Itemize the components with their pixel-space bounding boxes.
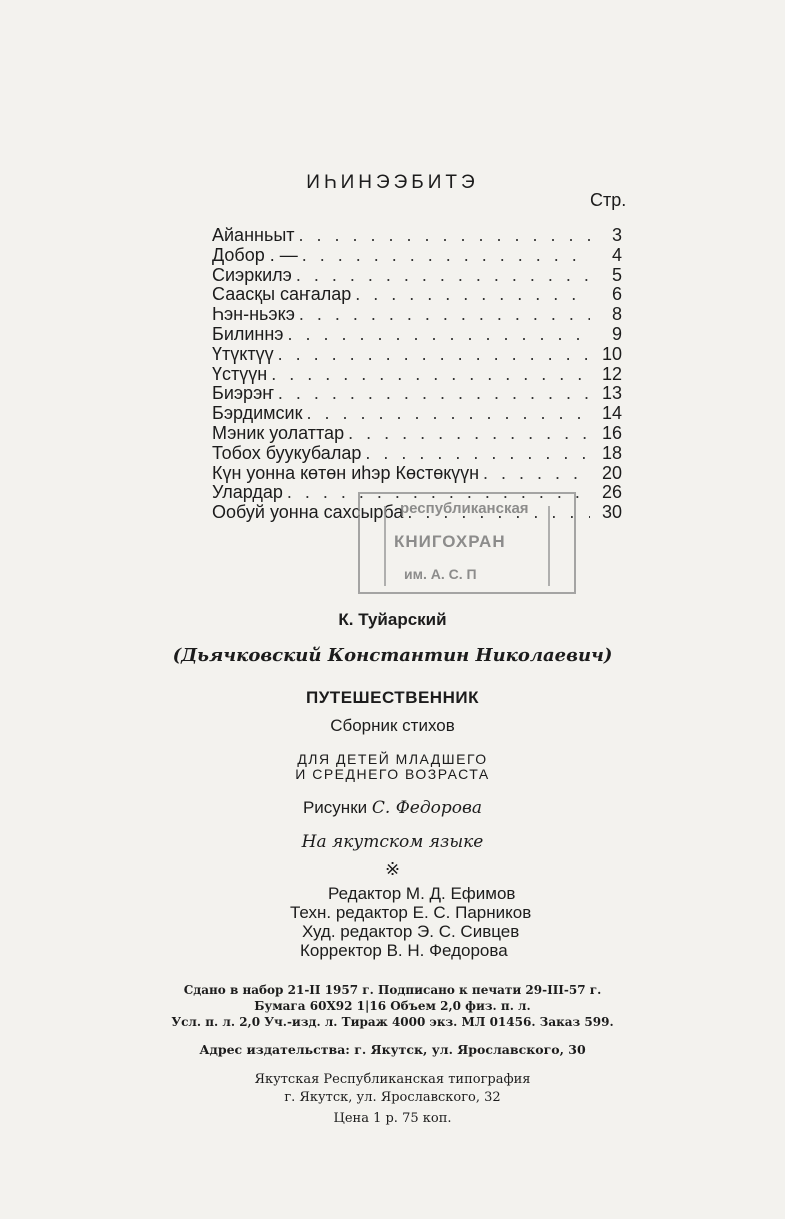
toc-entry-page: 8	[611, 304, 622, 325]
stamp-bottom-text: им. А. С. П	[404, 566, 477, 582]
toc-title: ИҺИНЭЭБИТЭ	[306, 172, 479, 193]
toc-leader-dots	[348, 424, 590, 444]
toc-leader-dots	[483, 464, 590, 484]
toc-entry-page: 26	[601, 482, 622, 503]
illustrator-name: С. Федорова	[371, 798, 483, 818]
toc-leader-dots	[288, 325, 591, 345]
illustrations-prefix: Рисунки	[302, 798, 368, 817]
stamp-left-band	[366, 506, 386, 586]
toc-entry	[212, 464, 622, 484]
toc-entry-title: Үстүүн	[212, 363, 268, 384]
toc-leader-dots	[278, 384, 590, 404]
toc-entry	[212, 285, 622, 305]
toc-entry-title: Күн уонна көтөн иһэр Көстөкүүн	[212, 462, 480, 483]
toc-entry	[212, 325, 622, 345]
toc-entry-page: 9	[611, 323, 622, 344]
price: Цена 1 р. 75 коп.	[333, 1111, 452, 1126]
illustrations-credit	[0, 798, 785, 818]
toc-leader-dots	[278, 345, 590, 365]
toc-entry-page: 5	[611, 264, 622, 285]
imprint-line: Бумага 60Х92 1|16 Объем 2,0 физ. п. л.	[254, 999, 531, 1013]
toc-entry	[212, 345, 622, 365]
toc-entry-page: 16	[601, 422, 622, 443]
audience-note	[0, 752, 785, 782]
toc-entry-title: Һэн-ньэкэ	[212, 304, 295, 325]
imprint-details	[0, 982, 785, 1030]
toc-entry-page: 13	[601, 383, 622, 404]
toc-page-label: Стр.	[590, 190, 627, 210]
credit-line: Редактор М. Д. Ефимов	[328, 884, 516, 903]
toc-entry-page: 30	[601, 502, 622, 523]
stamp-right-band	[548, 506, 568, 586]
toc-leader-dots	[271, 365, 590, 385]
credit-line: Корректор В. Н. Федорова	[300, 941, 508, 960]
toc-entry	[212, 444, 622, 464]
toc-leader-dots	[302, 246, 590, 266]
toc-entry-page: 4	[611, 244, 622, 265]
toc-entry-title: Саасқы саҥалар	[212, 284, 352, 305]
printer-address: г. Якутск, ул. Ярославского, 32	[284, 1090, 501, 1105]
author-pen-name: К. Туйарский	[338, 610, 447, 629]
credit-line: Худ. редактор Э. С. Сивцев	[302, 922, 520, 941]
printer-name: Якутская Республиканская типография	[254, 1072, 531, 1087]
toc-entry-title: Сиэркилэ	[212, 264, 292, 285]
table-of-contents	[212, 226, 622, 523]
toc-entry	[212, 424, 622, 444]
publisher-address: Адрес издательства: г. Якутск, ул. Ярославского, 30	[199, 1042, 586, 1057]
toc-entry	[212, 246, 622, 266]
audience-line: И СРЕДНЕГО ВОЗРАСТА	[295, 766, 490, 782]
toc-entry-page: 10	[601, 343, 622, 364]
toc-entry-title: Мэник уолаттар	[212, 422, 345, 443]
toc-leader-dots	[299, 226, 590, 246]
book-title: ПУТЕШЕСТВЕННИК	[306, 688, 479, 707]
toc-leader-dots	[365, 444, 590, 464]
toc-entry-page: 14	[601, 403, 622, 424]
author-full-name: (Дьячковский Константин Николаевич)	[172, 645, 613, 666]
toc-entry-page: 18	[601, 442, 622, 463]
toc-entry-title: Бэрдимсик	[212, 403, 303, 424]
toc-entry-page: 6	[611, 284, 622, 305]
toc-entry	[212, 266, 622, 286]
toc-entry-page: 20	[601, 462, 622, 483]
imprint-line: Сдано в набор 21-II 1957 г. Подписано к печати 29-III-57 г.	[183, 983, 602, 997]
toc-entry-title: Улардар	[212, 482, 283, 503]
imprint-line: Усл. п. л. 2,0 Уч.-изд. л. Тираж 4000 экз. МЛ 01456. Заказ 599.	[171, 1015, 614, 1029]
toc-entry-title: Тобох буукубалар	[212, 442, 362, 463]
toc-leader-dots	[306, 404, 590, 424]
toc-entry-title: Билиннэ	[212, 323, 284, 344]
toc-entry-title: Биэрэҥ	[212, 383, 274, 404]
toc-entry	[212, 404, 622, 424]
toc-entry-title: Ообуй уонна сахсырба	[212, 502, 404, 523]
staff-credits	[290, 884, 531, 960]
toc-entry-title: Добор . —	[212, 244, 298, 265]
stamp-top-text: республиканская	[400, 500, 529, 517]
toc-entry-page: 12	[601, 363, 622, 384]
book-subtitle: Сборник стихов	[330, 716, 455, 735]
toc-entry-title: Үтүктүү	[212, 343, 274, 364]
toc-leader-dots	[299, 305, 590, 325]
credit-line: Техн. редактор Е. С. Парников	[290, 903, 532, 922]
audience-line: ДЛЯ ДЕТЕЙ МЛАДШЕГО	[297, 751, 488, 767]
toc-leader-dots	[355, 285, 590, 305]
toc-entry-page: 3	[611, 225, 622, 245]
toc-entry-title: Айанньыт	[212, 225, 295, 245]
toc-entry	[212, 365, 622, 385]
toc-entry	[212, 384, 622, 404]
toc-entry	[212, 226, 622, 246]
ornament-icon: ※	[384, 859, 401, 880]
toc-entry	[212, 305, 622, 325]
stamp-middle-text: КНИГОХРАН	[394, 532, 506, 551]
toc-leader-dots	[296, 266, 590, 286]
language-note: На якутском языке	[301, 832, 484, 852]
library-stamp	[358, 492, 576, 594]
printer-info	[0, 1071, 785, 1107]
